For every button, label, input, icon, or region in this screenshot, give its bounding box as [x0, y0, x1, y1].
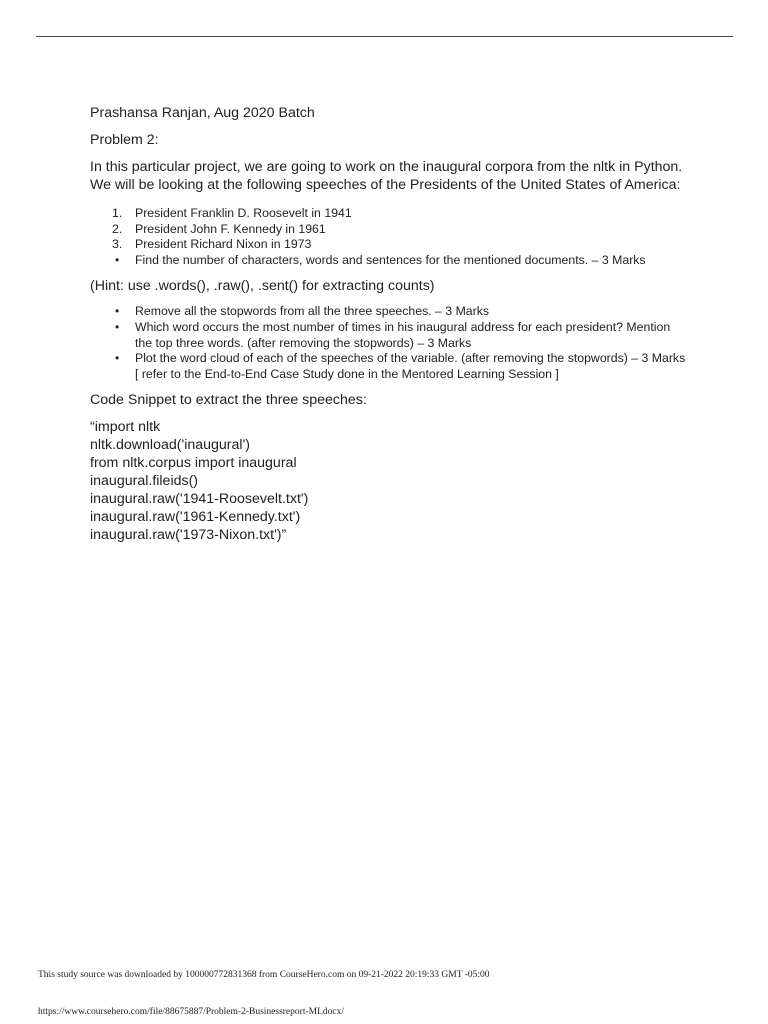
list-item-text: President Franklin D. Roosevelt in 1941 — [135, 206, 352, 220]
list-item — [90, 222, 690, 238]
list-marker: 1. — [112, 206, 123, 220]
code-line: nltk.download('inaugural') — [90, 437, 250, 454]
list-item — [90, 351, 690, 382]
document-body — [90, 104, 690, 544]
code-line: inaugural.raw('1973-Nixon.txt')” — [90, 527, 287, 544]
list-marker: 2. — [112, 221, 123, 236]
list-item-text: Find the number of characters, words and sentences for the mentioned documents. – 3 Marks — [135, 252, 646, 267]
code-heading: Code Snippet to extract the three speeches: — [90, 392, 367, 409]
code-line: from nltk.corpus import inaugural — [90, 455, 297, 472]
list-item — [90, 206, 690, 222]
list-item — [90, 253, 690, 269]
bullet-marker: • — [115, 351, 120, 366]
author-line: Prashansa Ranjan, Aug 2020 Batch — [90, 105, 315, 121]
list-item-text: Plot the word cloud of each of the speeches of the variable. (after removing the stopwords) – 3 Marks [ refer to the End-to-End Case Study done in the Mentored Learning Session ] — [135, 351, 686, 381]
list-item — [90, 304, 690, 320]
task-list — [90, 304, 690, 382]
problem-title: Problem 2: — [90, 132, 159, 148]
list-item-text: President Richard Nixon in 1973 — [135, 237, 312, 252]
source-url-link[interactable]: https://www.coursehero.com/file/88675887/Problem-2-Businessreport-MLdocx/ — [38, 1007, 344, 1017]
code-line: “import nltk — [90, 419, 161, 436]
header-rule — [36, 36, 733, 37]
bullet-marker: • — [115, 304, 120, 319]
list-item-text: Which word occurs the most number of times in his inaugural address for each president? Mention the top three words. (after removing the stopwords) – 3 Marks — [135, 319, 671, 350]
list-item — [90, 320, 690, 351]
hint-text: (Hint: use .words(), .raw(), .sent() for extracting counts) — [90, 278, 435, 295]
code-snippet — [90, 418, 690, 544]
list-item — [90, 237, 690, 253]
download-note: This study source was downloaded by 100000772831368 from CourseHero.com on 09-21-2022 20:19:33 GMT -05:00 — [38, 970, 490, 980]
intro-paragraph: In this particular project, we are going to work on the inaugural corpora from the nltk in Python. We will be looking at the following speeches of the Presidents of the United States of America: — [90, 159, 683, 193]
list-marker: 3. — [112, 237, 123, 252]
list-item-text: President John F. Kennedy in 1961 — [135, 221, 326, 236]
code-line: inaugural.raw('1941-Roosevelt.txt') — [90, 491, 309, 508]
bullet-marker: • — [115, 319, 120, 334]
code-line: inaugural.fileids() — [90, 473, 199, 490]
bullet-marker: • — [115, 252, 120, 267]
speech-list — [90, 206, 690, 268]
list-item-text: Remove all the stopwords from all the three speeches. – 3 Marks — [135, 304, 490, 319]
code-line: inaugural.raw('1961-Kennedy.txt') — [90, 509, 301, 526]
